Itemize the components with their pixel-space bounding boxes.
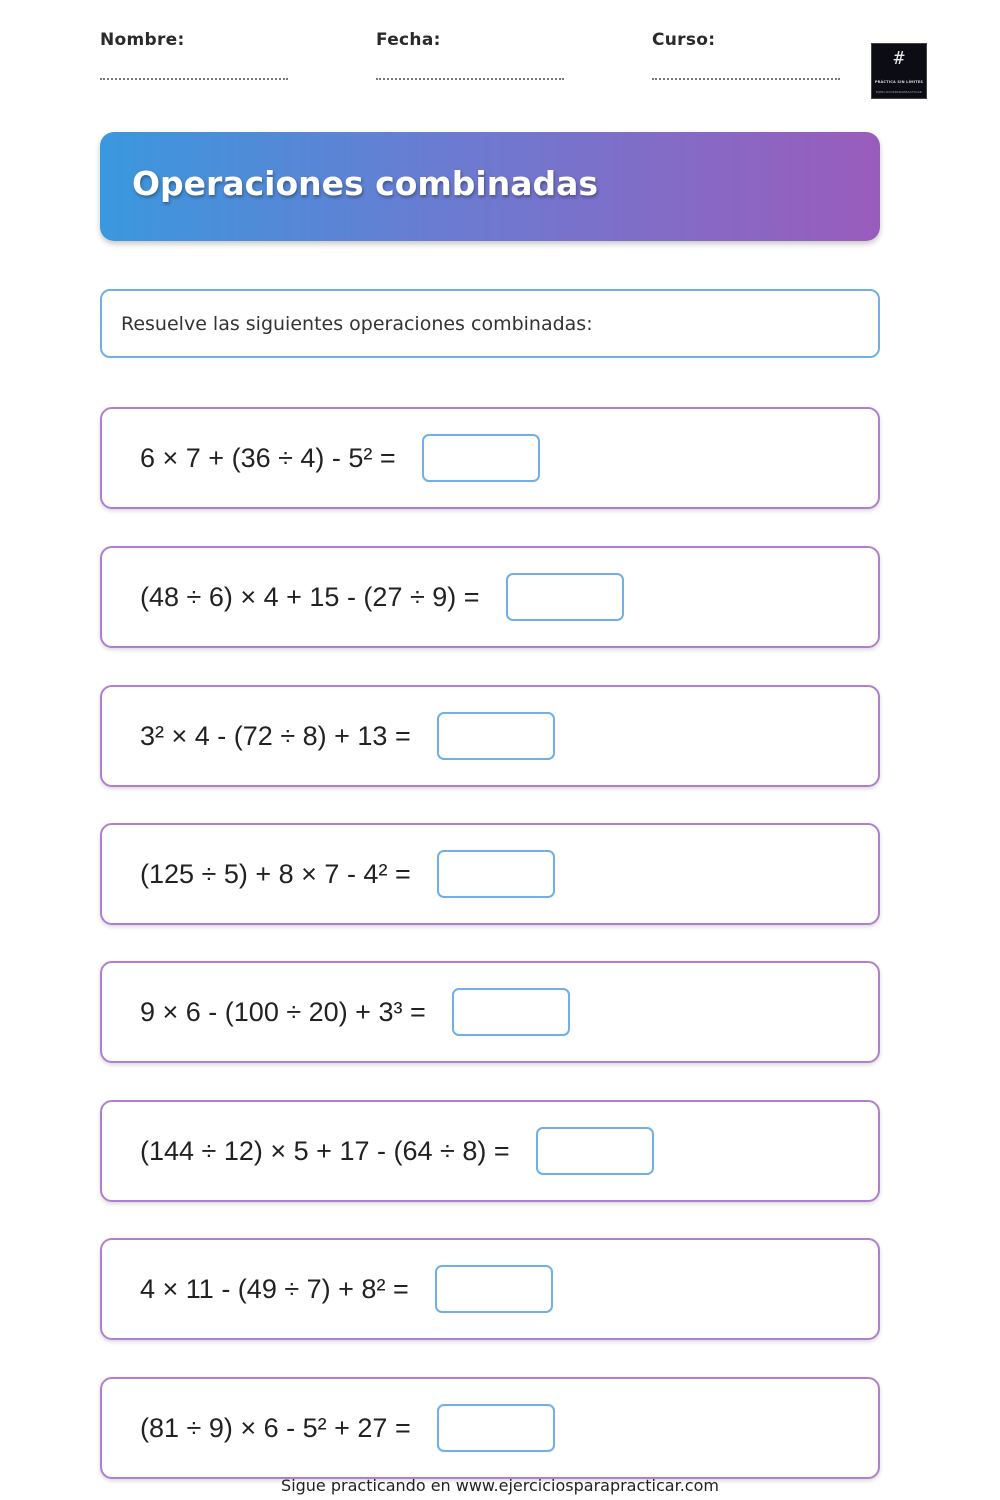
instruction-text: Resuelve las siguientes operaciones combinadas: — [121, 313, 593, 335]
title-banner — [100, 132, 880, 241]
answer-box[interactable] — [506, 573, 624, 621]
name-field — [100, 30, 290, 80]
exercise-expression: 6 × 7 + (36 ÷ 4) - 5² = — [140, 442, 396, 473]
answer-box[interactable] — [437, 850, 555, 898]
logo-text: PRÁCTICA SIN LÍMITES — [874, 80, 924, 84]
answer-box[interactable] — [422, 434, 540, 482]
date-input-line[interactable] — [376, 78, 564, 80]
logo-subtext: EJERCICIOSPARAPRACTICAR — [876, 90, 922, 94]
exercise-expression: 4 × 11 - (49 ÷ 7) + 8² = — [140, 1273, 409, 1304]
logo — [871, 43, 927, 99]
exercise-card — [100, 1100, 880, 1202]
exercise-card — [100, 1377, 880, 1479]
answer-box[interactable] — [435, 1265, 553, 1313]
course-label: Curso: — [652, 30, 716, 50]
exercise-expression: (125 ÷ 5) + 8 × 7 - 4² = — [140, 858, 411, 889]
instruction-box — [100, 289, 880, 358]
exercise-expression: 3² × 4 - (72 ÷ 8) + 13 = — [140, 720, 411, 751]
answer-box[interactable] — [437, 712, 555, 760]
name-input-line[interactable] — [100, 78, 288, 80]
exercise-card — [100, 823, 880, 925]
exercise-expression: (48 ÷ 6) × 4 + 15 - (27 ÷ 9) = — [140, 581, 480, 612]
exercise-card — [100, 961, 880, 1063]
exercise-card — [100, 1238, 880, 1340]
exercise-expression: (144 ÷ 12) × 5 + 17 - (64 ÷ 8) = — [140, 1135, 510, 1166]
tic-tac-toe-icon: # — [893, 48, 905, 69]
course-field — [652, 30, 842, 80]
exercise-expression: (81 ÷ 9) × 6 - 5² + 27 = — [140, 1412, 411, 1443]
page-title: Operaciones combinadas — [132, 164, 598, 203]
footer-text: Sigue practicando en www.ejerciciosparapracticar.com — [281, 1476, 719, 1495]
name-label: Nombre: — [100, 30, 185, 50]
answer-box[interactable] — [536, 1127, 654, 1175]
date-label: Fecha: — [376, 30, 441, 50]
exercise-card — [100, 546, 880, 648]
exercise-card — [100, 685, 880, 787]
exercise-card — [100, 407, 880, 509]
answer-box[interactable] — [452, 988, 570, 1036]
answer-box[interactable] — [437, 1404, 555, 1452]
date-field — [376, 30, 566, 80]
course-input-line[interactable] — [652, 78, 840, 80]
exercise-expression: 9 × 6 - (100 ÷ 20) + 3³ = — [140, 996, 426, 1027]
